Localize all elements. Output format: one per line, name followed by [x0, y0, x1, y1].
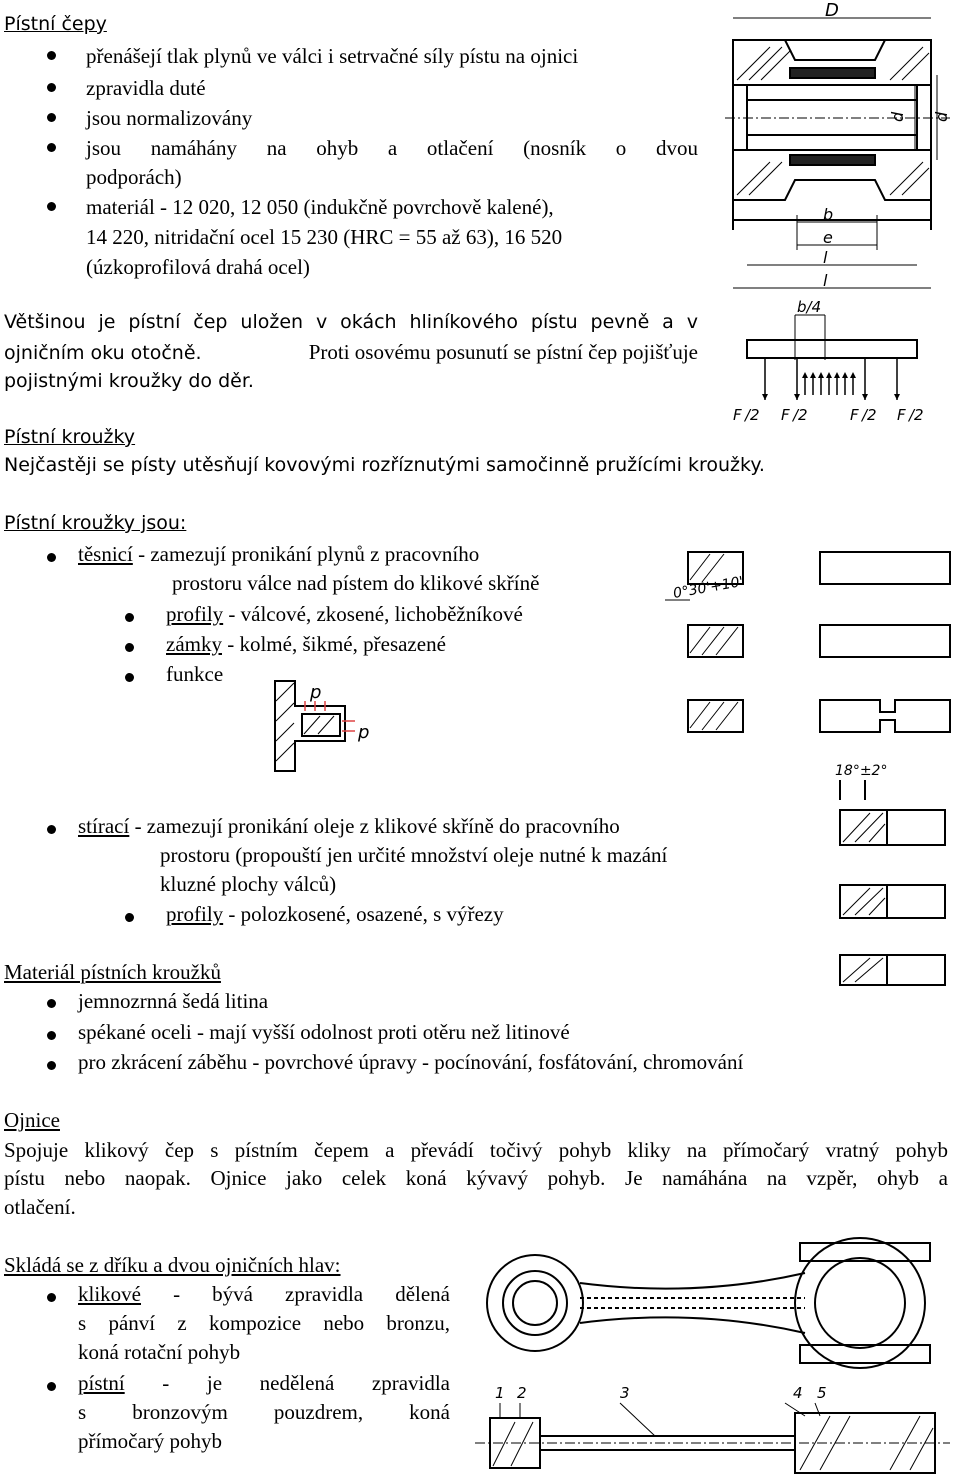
force-label: F — [781, 406, 790, 424]
bullet-dot — [47, 143, 56, 152]
force-label-half: /2 — [745, 406, 760, 424]
list-item-locks — [166, 629, 446, 659]
part-label-4: 4 — [793, 1384, 803, 1402]
ring-function-figure — [270, 676, 380, 776]
dim-label-D: D — [825, 0, 839, 21]
list-item: spékané oceli - mají vyšší odolnost proti otěru než litinové — [78, 1020, 570, 1044]
bullet-dot — [125, 643, 134, 652]
list-item: jsou namáhány na ohyb a otlačení (nosník o dvou — [86, 136, 698, 160]
subheading-rod-parts: Skládá se z dříku a dvou ojničních hlav: — [4, 1253, 341, 1277]
list-item-continuation: (úzkoprofilová drahá ocel) — [86, 255, 310, 279]
paragraph-line: pojistnými kroužky do děr. — [4, 370, 254, 392]
angle-label: 18°±2° — [835, 763, 888, 779]
force-label: F — [897, 406, 906, 424]
section-heading-piston-pin: Pístní čepy — [4, 13, 107, 35]
section-heading-rod: Ojnice — [4, 1108, 60, 1132]
list-item-continuation: prostoru válce nad pístem do klikové skříně — [172, 571, 540, 595]
dim-label-l0: l — [823, 248, 828, 267]
list-item: přenášejí tlak plynů ve válci i setrvačné síly pístu na ojnici — [86, 44, 579, 68]
bullet-dot — [125, 913, 134, 922]
bullet-dot — [47, 83, 56, 92]
force-label-half: /2 — [909, 406, 924, 424]
term-piston-head: pístní — [78, 1371, 125, 1395]
list-item-crank — [78, 1279, 450, 1309]
list-item: jemnozrnná šedá litina — [78, 989, 269, 1013]
part-label-5: 5 — [817, 1384, 827, 1402]
bullet-dot — [47, 1031, 56, 1040]
connecting-rod-figure — [475, 1238, 955, 1478]
bullet-dot — [125, 673, 134, 682]
term-locks: zámky — [166, 632, 222, 656]
list-item-continuation: prostoru (propouští jen určité množství oleje nutné k mazání — [160, 843, 668, 867]
paragraph-line: pístu nebo naopak. Ojnice jako celek koná kývavý pohyb. Je namáhána na vzpěr, ohyb a — [4, 1166, 948, 1190]
list-item-continuation: 14 220, nitridační ocel 15 230 (HRC = 55 až 63), 16 520 — [86, 225, 563, 249]
term-wiper: stírací — [78, 814, 130, 838]
list-item: materiál - 12 020, 12 050 (indukčně povrchově kalené), — [86, 195, 554, 219]
list-item: jsou normalizovány — [86, 106, 253, 130]
bullet-dot — [47, 999, 56, 1008]
force-label: F — [733, 406, 742, 424]
force-label-half: /2 — [862, 406, 877, 424]
term-desc: - bývá zpravidla dělená — [141, 1282, 450, 1306]
paragraph-fragment: ojničním oku otočně. — [4, 342, 202, 364]
dim-label-d1: d — [888, 111, 907, 122]
bullet-dot — [47, 553, 56, 562]
force-label-half: /2 — [793, 406, 808, 424]
angle-label: 0°30'+10' — [671, 573, 745, 602]
bullet-dot — [47, 202, 56, 211]
dim-label-l: l — [823, 271, 828, 290]
paragraph-line: otlačení. — [4, 1195, 76, 1219]
wiper-rings-figure — [825, 760, 955, 990]
list-item-continuation: s pánví z kompozice nebo bronzu, — [78, 1311, 450, 1335]
list-item-function: funkce — [166, 662, 224, 686]
section-heading-rings: Pístní kroužky — [4, 426, 136, 448]
bullet-dot — [47, 1293, 56, 1302]
force-label: F — [850, 406, 859, 424]
pressure-label: p — [310, 682, 322, 703]
bullet-dot — [125, 613, 134, 622]
list-item-sealing — [78, 539, 479, 569]
pressure-label: p — [358, 722, 370, 743]
bullet-dot — [47, 113, 56, 122]
dim-label-e: e — [823, 228, 833, 247]
term-profiles: profily — [166, 902, 224, 926]
list-item-profiles — [166, 599, 523, 629]
part-label-3: 3 — [620, 1384, 630, 1402]
list-item-piston-head — [78, 1368, 450, 1398]
term-desc: - kolmé, šikmé, přesazené — [221, 632, 446, 656]
list-item-continuation: s bronzovým pouzdrem, koná — [78, 1400, 450, 1424]
dim-label-d: d — [932, 111, 951, 122]
paragraph-line: Spojuje klikový čep s pístním čepem a převádí točivý pohyb kliky na přímočarý vratný pohyb — [4, 1138, 948, 1162]
term-desc: - zamezují pronikání plynů z pracovního — [132, 542, 480, 566]
part-label-1: 1 — [495, 1384, 505, 1402]
term-desc: - polozkosené, osazené, s výřezy — [223, 902, 504, 926]
list-item-wiper-profiles — [166, 899, 504, 929]
ring-profiles-figure — [660, 540, 960, 750]
paragraph-line — [4, 337, 698, 368]
term-crank: klikové — [78, 1282, 141, 1306]
term-sealing: těsnicí — [78, 542, 133, 566]
paragraph-line: Většinou je pístní čep uložen v okách hliníkového pístu pevně a v — [4, 311, 698, 333]
list-item-wiper — [78, 811, 620, 841]
section-heading-material: Materiál pístních kroužků — [4, 960, 221, 984]
bullet-dot — [47, 1382, 56, 1391]
term-desc: - je nedělená zpravidla — [124, 1371, 450, 1395]
bullet-dot — [47, 825, 56, 834]
list-item-continuation: koná rotační pohyb — [78, 1340, 241, 1364]
term-desc: - válcové, zkosené, lichoběžníkové — [223, 602, 523, 626]
paragraph-line: Nejčastěji se písty utěsňují kovovými rozříznutými samočinně pružícími kroužky. — [4, 454, 765, 476]
list-item: zpravidla duté — [86, 76, 206, 100]
piston-pin-figure — [725, 0, 960, 440]
subheading-ring-types: Pístní kroužky jsou: — [4, 512, 187, 534]
list-item: pro zkrácení záběhu - povrchové úpravy - pocínování, fosfátování, chromování — [78, 1050, 744, 1074]
bullet-dot — [47, 1061, 56, 1070]
term-profiles: profily — [166, 602, 224, 626]
bullet-dot — [47, 51, 56, 60]
paragraph-fragment: Proti osovému posunutí se pístní čep pojišťuje — [308, 340, 698, 364]
list-item-continuation: podporách) — [86, 165, 182, 189]
list-item-continuation: přímočarý pohyb — [78, 1429, 223, 1453]
dim-label-b4: b/4 — [797, 298, 822, 316]
term-desc: - zamezují pronikání oleje z klikové skříně do pracovního — [129, 814, 620, 838]
part-label-2: 2 — [517, 1384, 527, 1402]
list-item-continuation: kluzné plochy válců) — [160, 872, 337, 896]
dim-label-b: b — [823, 205, 834, 224]
